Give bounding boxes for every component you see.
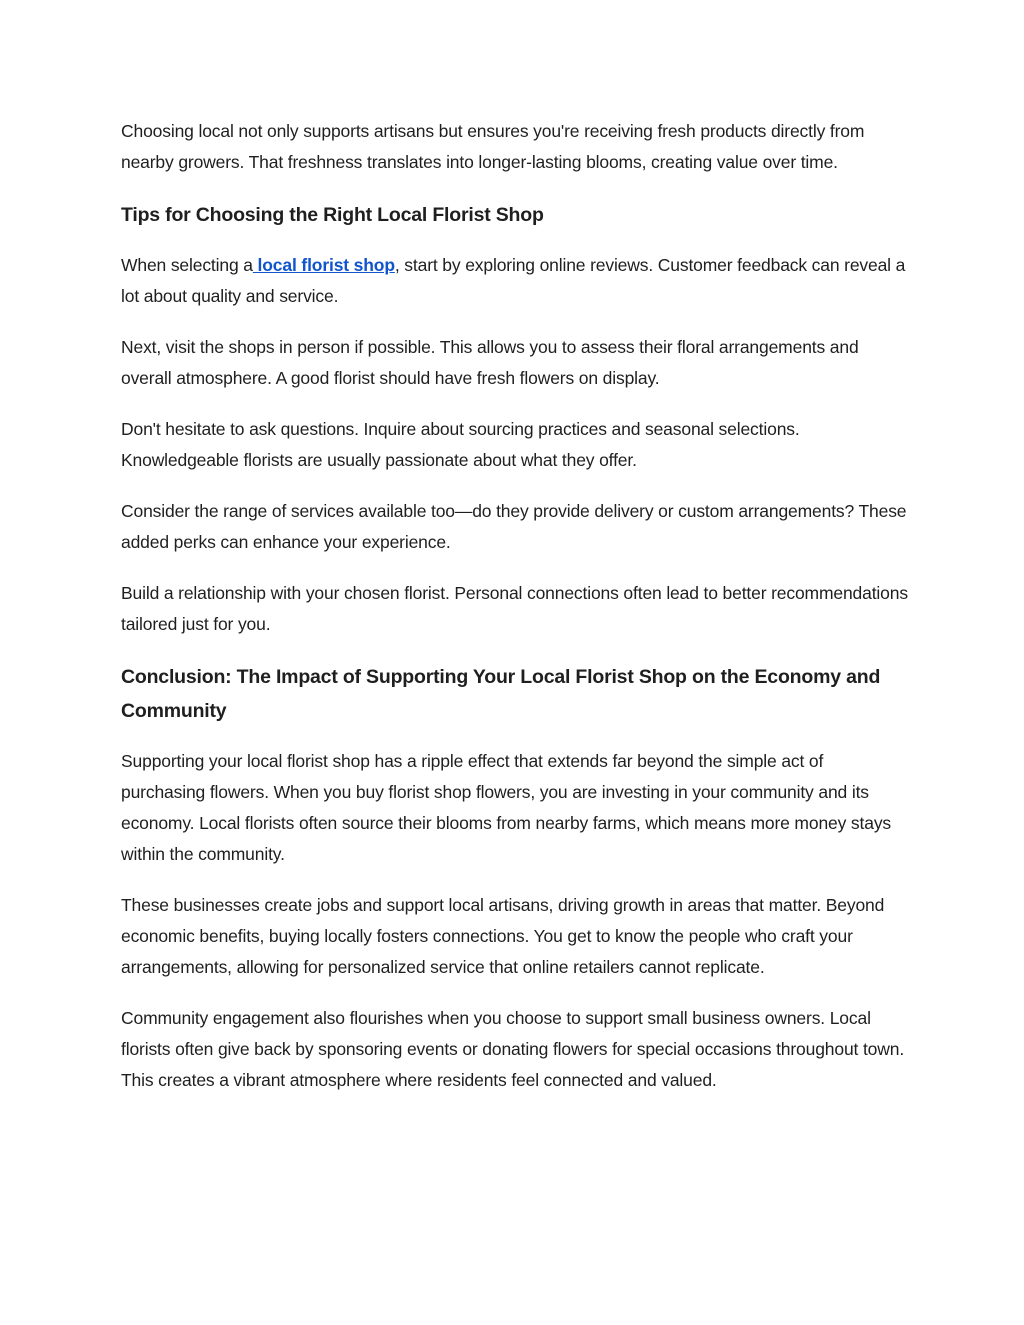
tips-paragraph-reviews [121,250,911,312]
conclusion-paragraph-ripple: Supporting your local florist shop has a ripple effect that extends far beyond the simple act of purchasing flowers. When you buy florist shop flowers, you are investing in your community and its economy. Local florists often source their blooms from nearby farms, which means more money stays within the community. [121,751,892,864]
intro-paragraph: Choosing local not only supports artisans but ensures you're receiving fresh products directly from nearby growers. That freshness translates into longer-lasting blooms, creating value over time. [121,121,865,172]
tips-paragraph-services: Consider the range of services available too—do they provide delivery or custom arrangements? These added perks can enhance your experience. [121,501,907,552]
conclusion-paragraph-jobs: These businesses create jobs and support local artisans, driving growth in areas that matter. Beyond economic benefits, buying locally fosters connections. You get to know the people who craft your arrangements, allowing for personalized service that online retailers cannot replicate. [121,895,885,977]
tips-paragraph-reviews-rest: , start by exploring online reviews. Customer feedback can reveal a lot about quality and service. [121,255,906,306]
tips-paragraph-visit: Next, visit the shops in person if possible. This allows you to assess their floral arrangements and overall atmosphere. A good florist should have fresh flowers on display. [121,337,859,388]
document-page [121,116,911,1116]
conclusion-paragraph-community: Community engagement also flourishes when you choose to support small business owners. Local florists often give back by sponsoring events or donating flowers for special occasions throughout town. This creates a vibrant atmosphere where residents feel connected and valued. [121,1008,905,1090]
tips-heading: Tips for Choosing the Right Local Florist Shop [121,204,544,226]
tips-paragraph-relationship: Build a relationship with your chosen florist. Personal connections often lead to better recommendations tailored just for you. [121,583,908,634]
tips-paragraph-reviews-lead: When selecting a [121,255,253,275]
local-florist-shop-link[interactable]: local florist shop [252,255,395,275]
conclusion-heading: Conclusion: The Impact of Supporting Your Local Florist Shop on the Economy and Community [121,666,881,722]
tips-paragraph-questions: Don't hesitate to ask questions. Inquire about sourcing practices and seasonal selections. Knowledgeable florists are usually passionate about what they offer. [121,419,800,470]
